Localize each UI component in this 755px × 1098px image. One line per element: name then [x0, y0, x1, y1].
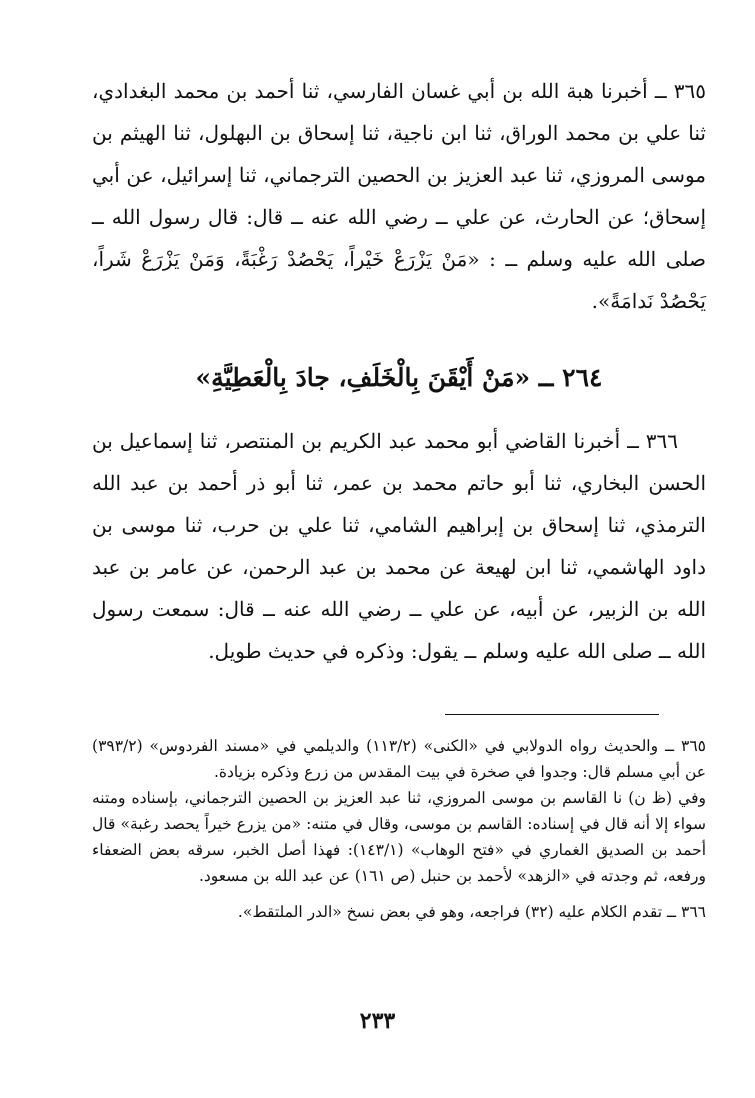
footnote-365-b: وفي (ظ ن) نا القاسم بن موسى المروزي، ثنا عبد العزيز بن الحصين الترجماني، بإسناده ومتنه سواء إلا أنه قال في إسناده: القاسم بن موسى، وقال في متنه: «من يزرع خيراً يحصد رغبة» قال أحمد بن الصديق الغماري في «فتح الوهاب» (١٤٣/١): فهذا أصل الخبر، سرقه بعض الضعفاء ورفعه، ثم وجدته في «الزهد» لأحمد بن حنبل (ص ١٦١) عن عبد الله بن مسعود. [92, 789, 706, 885]
footnote-365-a: ٣٦٥ ــ والحديث رواه الدولابي في «الكنى» (١١٣/٢) والديلمي في «مسند الفردوس» (٣٩٣/٢) عن أبي مسلم قال: وجدوا في صخرة في بيت المقدس من زرع وذكره بزيادة. [92, 737, 706, 781]
page-number: ٢٣٣ [359, 1008, 396, 1034]
footnote-separator [445, 714, 659, 715]
footnotes [92, 733, 706, 925]
section-heading-264: ٢٦٤ ــ «مَنْ أَيْقَنَ بِالْخَلَفِ، جادَ بِالْعَطِيَّةِ» [195, 363, 603, 392]
hadith-365: ٣٦٥ ــ أخبرنا هبة الله بن أبي غسان الفارسي، ثنا أحمد بن محمد البغدادي، ثنا علي بن محمد الوراق، ثنا ابن ناجية، ثنا إسحاق بن البهلول، ثنا الهيثم بن موسى المروزي، ثنا عبد العزيز بن الحصين الترجماني، ثنا إسرائيل، عن أبي إسحاق؛ عن الحارث، عن علي ــ رضي الله عنه ــ قال: قال رسول الله ــ صلى الله عليه وسلم ــ : «مَنْ يَزْرَعْ خَيْراً، يَحْصُدْ رَغْبَةً، وَمَنْ يَزْرَعْ شَراً، يَحْصُدْ نَدامَةً». [92, 79, 707, 313]
main-text [92, 70, 706, 672]
hadith-366: ٣٦٦ ــ أخبرنا القاضي أبو محمد عبد الكريم بن المنتصر، ثنا إسماعيل بن الحسن البخاري، ثنا أبو حاتم محمد بن عمر، ثنا أبو ذر أحمد بن عبد الله الترمذي، ثنا إسحاق بن إبراهيم الشامي، ثنا علي بن حرب، ثنا موسى بن داود الهاشمي، ثنا ابن لهيعة عن محمد بن عبد الرحمن، عن عامر بن عبد الله بن الزبير، عن أبيه، عن علي ــ رضي الله عنه ــ قال: سمعت رسول الله ــ صلى الله عليه وسلم ــ يقول: وذكره في حديث طويل. [92, 429, 706, 663]
footnote-366: ٣٦٦ ــ تقدم الكلام عليه (٣٢) فراجعه، وهو في بعض نسخ «الدر الملتقط». [237, 903, 706, 921]
